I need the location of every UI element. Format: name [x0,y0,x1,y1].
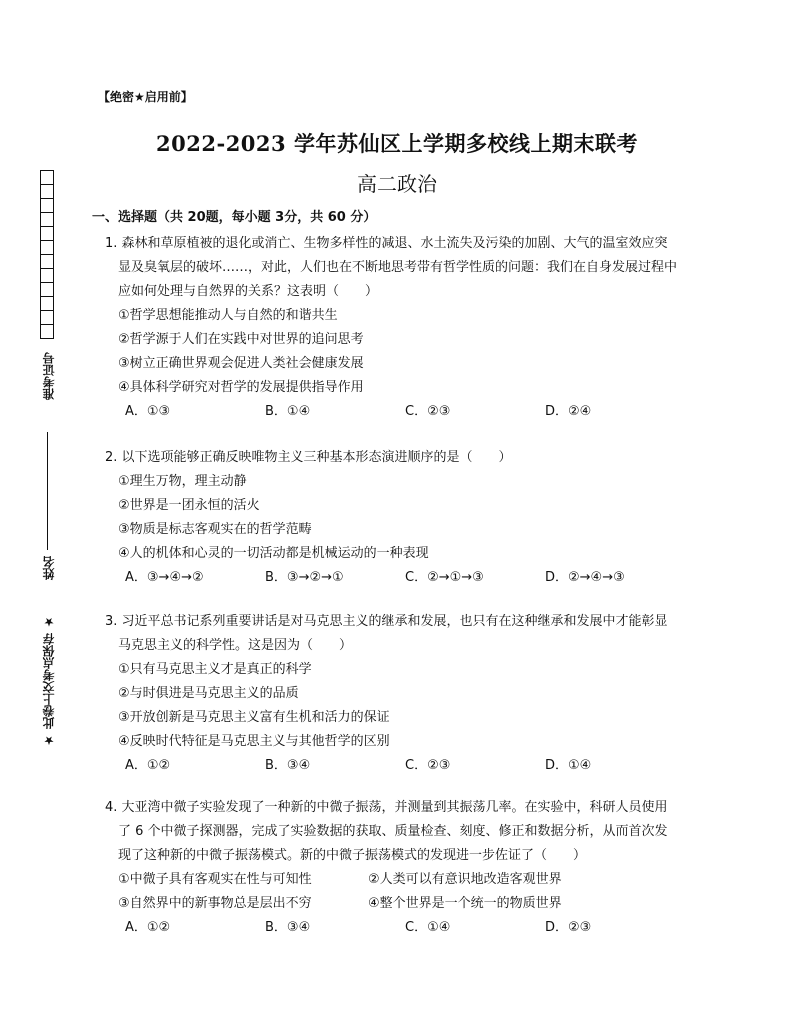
question-stem: 3. 习近平总书记系列重要讲话是对马克思主义的继承和发展，也只有在这种继承和发展中才能彰显 [105,614,668,629]
answer-choice-a[interactable]: A．①② [125,920,171,935]
statement-option: ④具体科学研究对哲学的发展提供指导作用 [118,380,364,395]
answer-choice-b[interactable]: B．③→②→① [265,570,344,585]
question-1 [105,232,720,424]
answer-choice-b[interactable]: B．③④ [265,758,311,773]
answer-choices [105,566,720,590]
answer-choices [105,400,720,424]
answer-choice-c[interactable]: C．②③ [405,758,451,773]
exam-title: 2022-2023 学年苏仙区上学期多校线上期末联考 [156,131,638,156]
question-stem: 2. 以下选项能够正确反映唯物主义三种基本形态演进顺序的是（ ） [105,450,512,465]
question-stem: 现了这种新的中微子振荡模式。新的中微子振荡模式的发现进一步佐证了（ ） [118,848,587,863]
statement-option: ④人的机体和心灵的一切活动都是机械运动的一种表现 [118,546,429,561]
statement-option: ②世界是一团永恒的活火 [118,498,260,513]
statement-option: ①理生万物，理主动静 [118,474,247,489]
statement-option: ②与时俱进是马克思主义的品质 [118,686,299,701]
name-label: 姓名 [42,556,56,580]
question-stem: 1. 森林和草原植被的退化或消亡、生物多样性的减退、水土流失及污染的加剧、大气的温室效应突 [105,236,668,251]
answer-choices [105,916,720,940]
question-stem: 显及臭氧层的破坏……，对此，人们也在不断地思考带有哲学性质的问题：我们在自身发展过程中 [118,260,678,275]
section-heading: 一、选择题（共 20题，每小题 3分，共 60 分） [92,210,377,225]
digit-box [40,240,54,255]
answer-choice-b[interactable]: B．①④ [265,404,311,419]
statement-option: ①只有马克思主义才是真正的科学 [118,662,312,677]
statement-option: ③树立正确世界观会促进人类社会健康发展 [118,356,364,371]
statement-option: ①哲学思想能推动人与自然的和谐共生 [118,308,338,323]
subject-title: 高二政治 [357,172,437,196]
answer-choice-b[interactable]: B．③④ [265,920,311,935]
statement-option: ②哲学源于人们在实践中对世界的追问思考 [118,332,364,347]
statement-option: ④整个世界是一个统一的物质世界 [368,896,562,911]
question-stem: 了 6 个中微子探测器，完成了实验数据的获取、质量检查、刻度、修正和数据分析，从而首次发 [118,824,668,839]
digit-box [40,268,54,283]
digit-box [40,198,54,213]
answer-choice-a[interactable]: A．③→④→② [125,570,204,585]
digit-box [40,212,54,227]
question-stem: 马克思主义的科学性。这是因为（ ） [118,638,353,653]
digit-box [40,310,54,325]
answer-choice-c[interactable]: C．①④ [405,920,451,935]
digit-box [40,254,54,269]
question-2 [105,446,720,590]
answer-choice-d[interactable]: D．②→④→③ [545,570,625,585]
question-4 [105,796,720,940]
statement-row [105,868,720,892]
statement-row [105,892,720,916]
digit-box [40,282,54,297]
answer-choice-d[interactable]: D．②④ [545,404,592,419]
answer-choice-a[interactable]: A．①② [125,758,171,773]
digit-box [40,296,54,311]
confidential-notice: ★ 此卷上交考点保存 ★ [42,615,56,748]
exam-number-label: 准考证号 [42,352,56,400]
question-stem: 4. 大亚湾中微子实验发现了一种新的中微子振荡，并测量到其振荡几率。在实验中，科研人员使用 [105,800,668,815]
answer-choice-d[interactable]: D．①④ [545,758,592,773]
statement-option: ①中微子具有客观实在性与可知性 [118,872,312,887]
digit-box [40,324,54,339]
answer-choice-c[interactable]: C．②→①→③ [405,570,484,585]
answer-choice-c[interactable]: C．②③ [405,404,451,419]
statement-option: ③开放创新是马克思主义富有生机和活力的保证 [118,710,390,725]
statement-option: ③自然界中的新事物总是层出不穷 [118,896,312,911]
statement-option: ③物质是标志客观实在的哲学范畴 [118,522,312,537]
answer-choices [105,754,720,778]
digit-box [40,226,54,241]
name-line [47,432,48,550]
answer-choice-a[interactable]: A．①③ [125,404,171,419]
answer-choice-d[interactable]: D．②③ [545,920,592,935]
question-3 [105,610,720,778]
statement-option: ②人类可以有意识地改造客观世界 [368,872,562,887]
secret-mark: 【绝密★启用前】 [98,90,193,104]
question-stem: 应如何处理与自然界的关系？这表明（ ） [118,284,379,299]
statement-option: ④反映时代特征是马克思主义与其他哲学的区别 [118,734,390,749]
